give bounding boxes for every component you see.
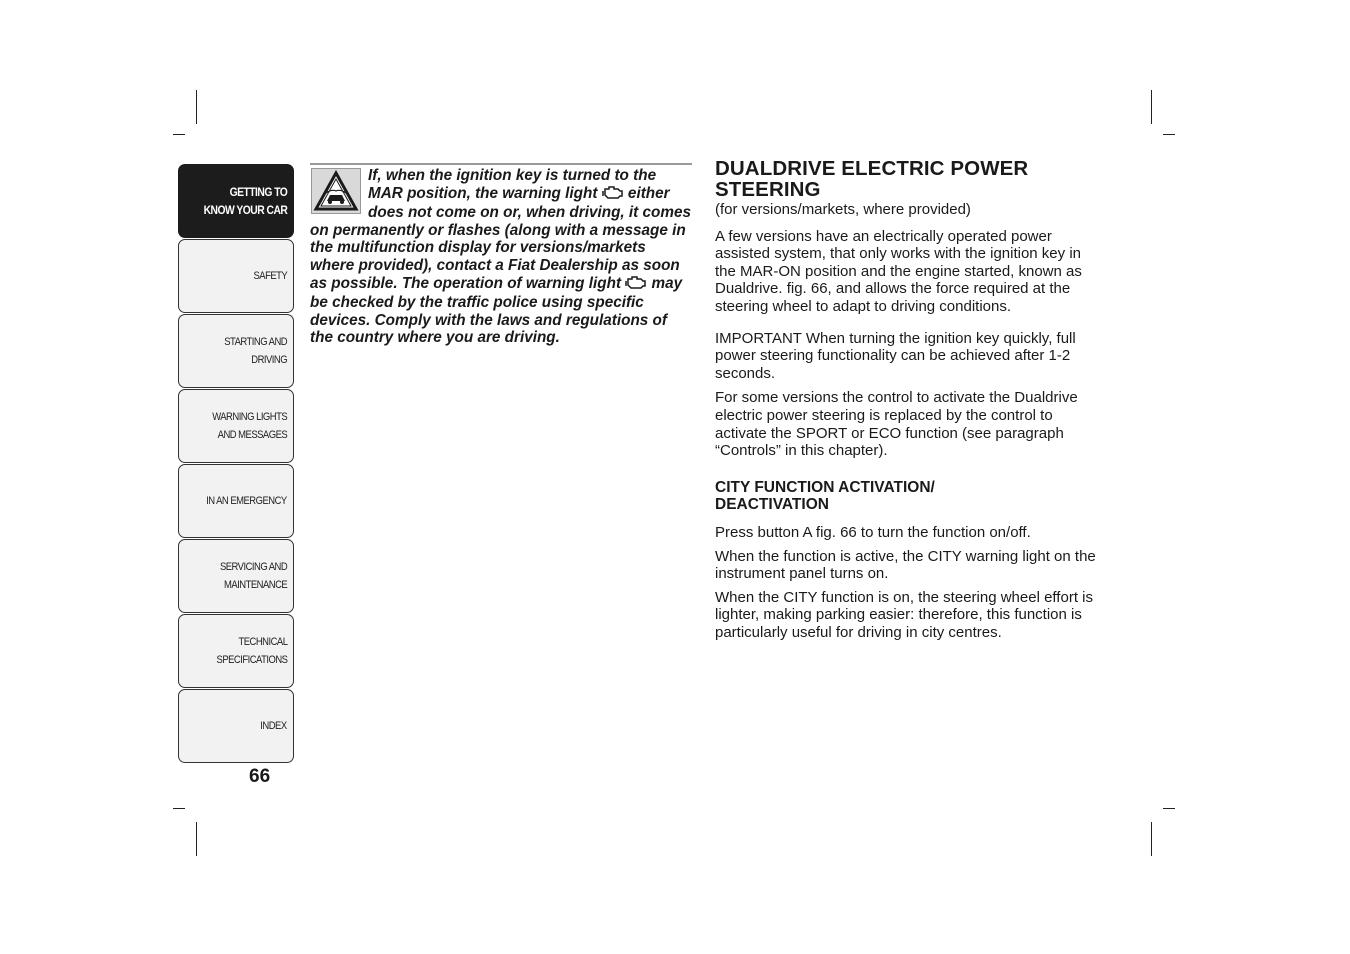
tab-in-an-emergency[interactable] <box>178 464 294 538</box>
paragraph: For some versions the control to activate the Dualdrive electric power steering is replaced by the control to activate the SPORT or ECO function (see paragraph “Controls” in this chapter). <box>715 389 1078 460</box>
subheading-line: CITY FUNCTION ACTIVATION/ <box>715 478 935 496</box>
tab-servicing[interactable] <box>178 539 294 613</box>
tab-label: INDEX <box>260 720 287 732</box>
crop-mark <box>1151 90 1152 124</box>
tab-index[interactable] <box>178 689 294 763</box>
crop-mark <box>173 134 185 135</box>
tab-warning-lights[interactable] <box>178 389 294 463</box>
section-subtitle: (for versions/markets, where provided) <box>715 201 971 218</box>
crop-mark <box>1163 134 1175 135</box>
tab-label: IN AN EMERGENCY <box>206 495 287 507</box>
paragraph: IMPORTANT When turning the ignition key quickly, full power steering functionality can be achieved after 1-2 seconds. <box>715 329 1076 382</box>
section-title-line: DUALDRIVE ELECTRIC POWER <box>715 157 1029 180</box>
tab-label: TECHNICAL SPECIFICATIONS <box>216 636 287 666</box>
paragraph: When the function is active, the CITY warning light on the instrument panel turns on. <box>715 547 1096 583</box>
paragraph: A few versions have an electrically operated power assisted system, that only works with the ignition key in the MAR-ON position and the engine started, known as Dualdrive. fig. 66, and allows the force required at the steering wheel to adapt to driving conditions. <box>715 227 1082 315</box>
warning-text-part: may be checked by the traffic police using specific devices. Comply with the laws and regulations of the country where you are driving. <box>310 274 683 347</box>
tab-technical-specifications[interactable] <box>178 614 294 688</box>
tab-label: WARNING LIGHTS AND MESSAGES <box>212 411 287 441</box>
warning-text-part: either does not come on or, when driving, it comes on permanently or flashes (along with a message in the multifunction display for versions/markets where provided), contact a Fiat Dealership as soon as possible. The operation of warning light <box>310 184 691 292</box>
tab-label: GETTING TO KNOW YOUR CAR <box>203 185 287 217</box>
tab-label: SAFETY <box>253 270 287 282</box>
crop-mark <box>1151 822 1152 856</box>
tab-starting-and-driving[interactable] <box>178 314 294 388</box>
main-column <box>715 158 1105 641</box>
engine-warning-icon <box>625 275 647 295</box>
paragraph: Press button A fig. 66 to turn the function on/off. <box>715 523 1031 541</box>
section-title <box>715 158 1105 200</box>
tab-safety[interactable] <box>178 239 294 313</box>
crop-mark <box>1163 808 1175 809</box>
tab-getting-to-know-your-car[interactable] <box>178 164 294 238</box>
engine-warning-icon <box>602 185 624 205</box>
tab-label: STARTING AND DRIVING <box>224 336 287 366</box>
section-title-line: STEERING <box>715 178 821 201</box>
warning-text <box>310 167 694 347</box>
warning-top-rule <box>310 163 692 165</box>
crop-mark <box>196 90 197 124</box>
tab-label: SERVICING AND MAINTENANCE <box>219 561 287 591</box>
crop-mark <box>196 822 197 856</box>
crop-mark <box>173 808 185 809</box>
warning-text-part: If, when the ignition key is turned to the MAR position, the warning light <box>368 167 657 202</box>
subheading <box>715 479 1105 514</box>
subheading-line: DEACTIVATION <box>715 496 829 514</box>
page-number: 66 <box>249 766 271 787</box>
paragraph: When the CITY function is on, the steering wheel effort is lighter, making parking easier: therefore, this function is particularly useful for driving in city centres. <box>715 588 1093 641</box>
